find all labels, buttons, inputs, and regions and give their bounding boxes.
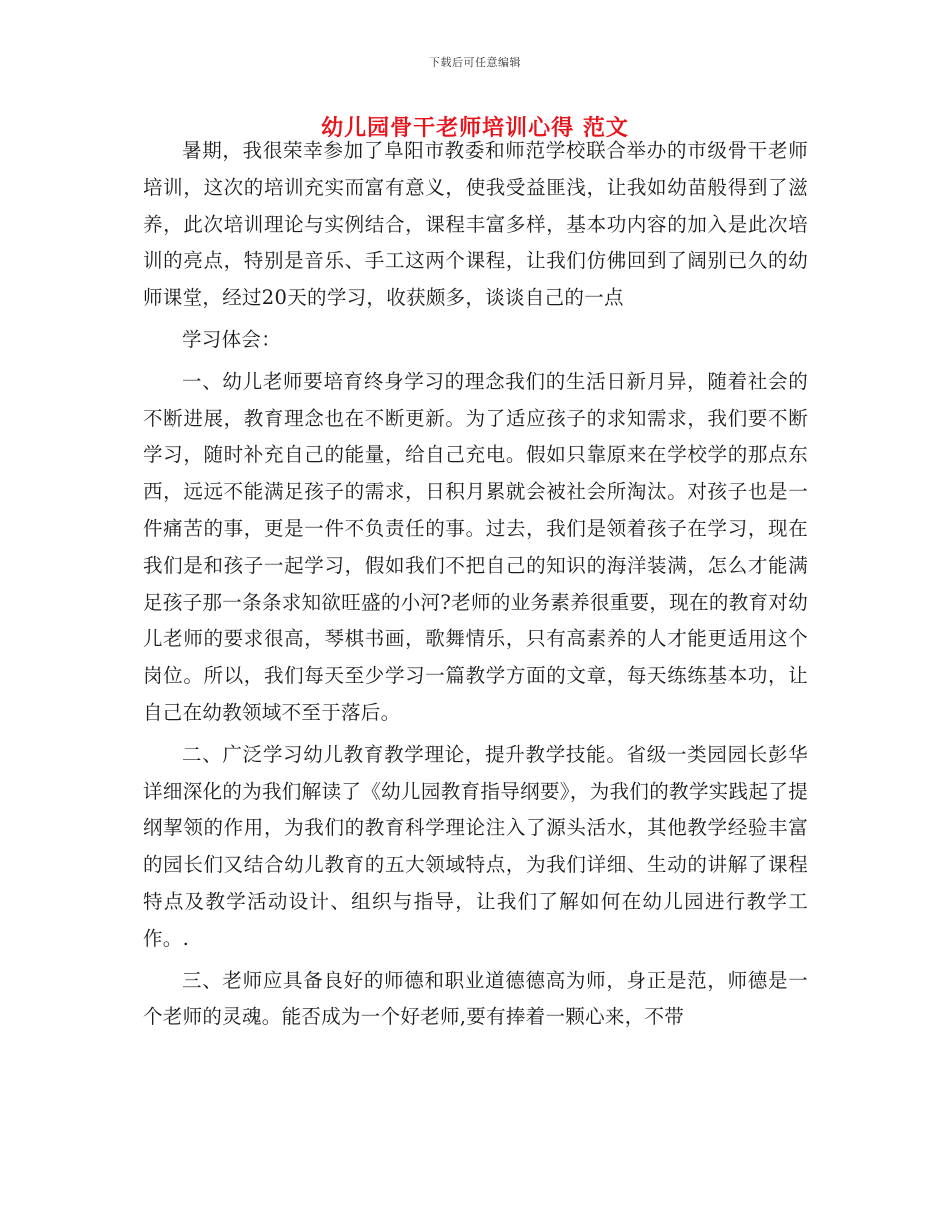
paragraph-heading: 学习体会： xyxy=(182,327,282,351)
header-note: 下载后可任意编辑 xyxy=(429,56,521,69)
paragraph-intro: 暑期，我很荣幸参加了阜阳市教委和师范学校联合举办的市级骨干老师培训，这次的培训充实而富有意义，使我受益匪浅，让我如幼苗般得到了滋养，此次培训理论与实例结合，课程丰富多样，基本功内容的加入是此次培训的亮点，特别是音乐、手工这两个课程，让我们仿佛回到了阔别已久的幼师课堂，经过20天的学习，收获颇多，谈谈自己的一点 xyxy=(143,139,808,310)
paragraph-point-1: 一、幼儿老师要培育终身学习的理念我们的生活日新月异，随着社会的不断进展，教育理念也在不断更新。为了适应孩子的求知需求，我们要不断学习，随时补充自己的能量，给自己充电。假如只靠原来在学校学的那点东西，远远不能满足孩子的需求，日积月累就会被社会所淘汰。对孩子也是一件痛苦的事，更是一件不负责任的事。过去，我们是领着孩子在学习，现在我们是和孩子一起学习，假如我们不把自己的知识的海洋装满，怎么才能满足孩子那一条条求知欲旺盛的小河?老师的业务素养很重要，现在的教育对幼儿老师的要求很高，琴棋书画，歌舞情乐，只有高素养的人才能更适用这个岗位。所以，我们每天至少学习一篇教学方面的文章，每天练练基本功，让自己在幼教领域不至于落后。 xyxy=(143,369,808,724)
document-title: 幼儿园骨干老师培训心得 范文 xyxy=(321,115,629,141)
document-body xyxy=(143,133,808,1036)
paragraph-point-2: 二、广泛学习幼儿教育教学理论，提升教学技能。省级一类园园长彭华详细深化的为我们解读了《幼儿园教育指导纲要》，为我们的教学实践起了提纲挈领的作用，为我们的教育科学理论注入了源头活水，其他教学经验丰富的园长们又结合幼儿教育的五大领域特点，为我们详细、生动的讲解了课程特点及教学活动设计、组织与指导，让我们了解如何在幼儿园进行教学工作。. xyxy=(143,742,808,950)
paragraph-point-3: 三、老师应具备良好的师德和职业道德德高为师，身正是范，师德是一个老师的灵魂。能否成为一个好老师,要有捧着一颗心来，不带 xyxy=(143,968,808,1029)
